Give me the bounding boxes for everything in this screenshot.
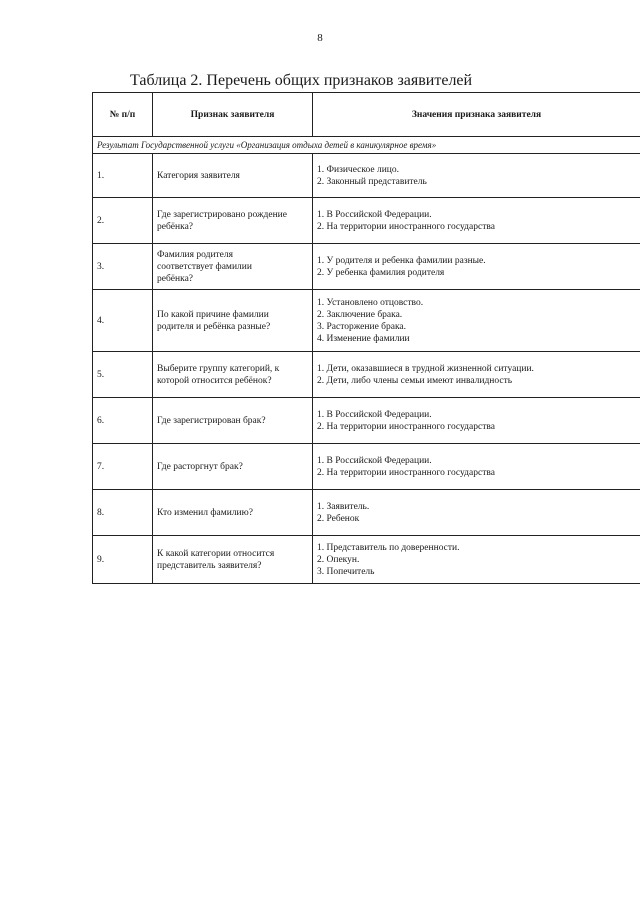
row-number: 8.: [93, 490, 153, 536]
table-row: [93, 536, 640, 584]
row-attribute: [153, 154, 313, 198]
row-values: [313, 198, 640, 244]
attribute-line: Фамилия родителя: [157, 249, 234, 260]
row-values: [313, 290, 640, 352]
value-line: 3. Расторжение брака.: [317, 321, 407, 332]
table-row: [93, 290, 640, 352]
value-line: 2. Опекун.: [317, 554, 360, 565]
row-values: [313, 444, 640, 490]
row-attribute: [153, 490, 313, 536]
table-row: [93, 352, 640, 398]
value-line: 1. В Российской Федерации.: [317, 209, 432, 220]
value-line: 3. Попечитель: [317, 566, 375, 577]
table-row: [93, 244, 640, 290]
value-line: 2. Дети, либо члены семьи имеют инвалидность: [317, 375, 513, 386]
row-number: 5.: [93, 352, 153, 398]
applicant-attributes-table: [92, 92, 640, 584]
row-values: [313, 244, 640, 290]
value-line: 1. В Российской Федерации.: [317, 455, 432, 466]
value-line: 4. Изменение фамилии: [317, 333, 410, 344]
attribute-line: Где зарегистрировано рождение: [157, 209, 287, 220]
attribute-line: Кто изменил фамилию?: [157, 507, 253, 518]
value-line: 2. Законный представитель: [317, 176, 427, 187]
table-row: [93, 444, 640, 490]
attribute-line: ребёнка?: [157, 221, 194, 232]
page-number: 8: [317, 32, 323, 44]
row-number: 9.: [93, 536, 153, 584]
row-attribute: [153, 244, 313, 290]
attribute-line: соответствует фамилии: [157, 261, 252, 272]
row-attribute: [153, 352, 313, 398]
row-values: [313, 352, 640, 398]
row-number: 6.: [93, 398, 153, 444]
value-line: 2. На территории иностранного государства: [317, 467, 495, 478]
attribute-line: представитель заявителя?: [157, 560, 262, 571]
row-values: [313, 398, 640, 444]
row-attribute: [153, 198, 313, 244]
header-attribute: Признак заявителя: [153, 93, 313, 137]
result-cell: Результат Государственной услуги «Организация отдыха детей в каникулярное время»: [93, 137, 640, 154]
value-line: 2. У ребенка фамилия родителя: [317, 267, 445, 278]
attribute-line: ребёнка?: [157, 273, 194, 284]
value-line: 2. На территории иностранного государства: [317, 421, 495, 432]
attribute-line: Выберите группу категорий, к: [157, 363, 280, 374]
table-row: [93, 490, 640, 536]
table-header-row: [93, 93, 640, 137]
attribute-line: По какой причине фамилии: [157, 309, 269, 320]
table-caption: Таблица 2. Перечень общих признаков заявителей: [130, 72, 473, 89]
value-line: 2. Заключение брака.: [317, 309, 403, 320]
header-num: № п/п: [93, 93, 153, 137]
table-row: [93, 398, 640, 444]
row-attribute: [153, 536, 313, 584]
attribute-line: Где расторгнут брак?: [157, 461, 243, 472]
row-number: 4.: [93, 290, 153, 352]
attribute-line: Где зарегистрирован брак?: [157, 415, 266, 426]
value-line: 1. Заявитель.: [317, 501, 370, 512]
row-attribute: [153, 444, 313, 490]
header-values: Значения признака заявителя: [313, 93, 640, 137]
row-number: 1.: [93, 154, 153, 198]
row-values: [313, 490, 640, 536]
result-row: [93, 137, 640, 154]
attribute-line: К какой категории относится: [157, 548, 275, 559]
attribute-line: Категория заявителя: [157, 170, 240, 181]
attribute-line: родителя и ребёнка разные?: [157, 321, 271, 332]
value-line: 1. Установлено отцовство.: [317, 297, 424, 308]
row-values: [313, 154, 640, 198]
value-line: 2. На территории иностранного государства: [317, 221, 495, 232]
row-number: 7.: [93, 444, 153, 490]
row-attribute: [153, 398, 313, 444]
attribute-line: которой относится ребёнок?: [157, 375, 272, 386]
value-line: 1. Дети, оказавшиеся в трудной жизненной ситуации.: [317, 363, 534, 374]
row-attribute: [153, 290, 313, 352]
row-values: [313, 536, 640, 584]
value-line: 1. Физическое лицо.: [317, 164, 399, 175]
table-row: [93, 154, 640, 198]
value-line: 1. В Российской Федерации.: [317, 409, 432, 420]
row-number: 3.: [93, 244, 153, 290]
value-line: 2. Ребенок: [317, 513, 360, 524]
value-line: 1. У родителя и ребенка фамилии разные.: [317, 255, 486, 266]
value-line: 1. Представитель по доверенности.: [317, 542, 460, 553]
table-row: [93, 198, 640, 244]
row-number: 2.: [93, 198, 153, 244]
